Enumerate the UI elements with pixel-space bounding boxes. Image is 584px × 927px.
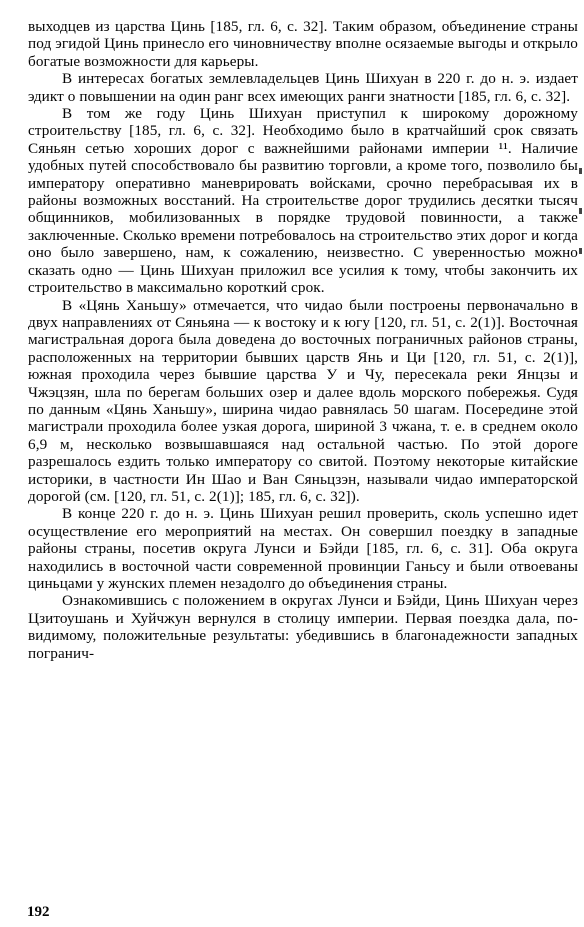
body-text [28, 18, 578, 662]
page-edge-mark [579, 168, 582, 278]
paragraph-3: В том же году Цинь Шихуан приступил к широкому дорожному строительству [185, гл. 6, с. 32]. Необходимо было в кратчайший срок связать Сяньян сетью хороших дорог с важнейшими районами империи ¹¹. Наличие удобных путей способствовало бы развитию торговли, а кроме того, позволило бы императору оперативно маневрировать войсками, срочно перебрасывая их в районы возможных восстаний. На строительстве дорог трудились десятки тысяч общинников, мобилизованных в порядке трудовой повинности, а также заключенные. Сколько времени потребовалось на строительство этих дорог и когда оно было завершено, нам, к сожалению, неизвестно. С уверенностью можно сказать одно — Цинь Шихуан приложил все усилия к тому, чтобы закончить их строительство в максимально короткий срок. [28, 105, 578, 297]
paragraph-4: В «Цянь Ханьшу» отмечается, что чидао были построены первоначально в двух направлениях от Сяньяна — к востоку и к югу [120, гл. 51, с. 2(1)]. Восточная магистральная дорога была доведена до восточных пограничных районов страны, расположенных на территории бывших царств Янь и Ци [120, гл. 51, с. 2(1)], южная проходила через бывшие царства У и Чу, пересекала реки Янцзы и Чжэцзян, шла по берегам больших озер и далее вдоль морского побережья. Судя по данным «Цянь Ханьшу», ширина чидао равнялась 50 шагам. Посередине этой магистрали проходила более узкая дорога, шириной 3 чжана, т. е. в среднем около 6,9 м, несколько возвышавшаяся над остальной частью. По этой дороге разрешалось ездить только императору со свитой. Поэтому некоторые китайские историки, в частности Ин Шао и Ван Сяньцзэн, называли чидао императорской дорогой (см. [120, гл. 51, с. 2(1)]; 185, гл. 6, с. 32]). [28, 296, 578, 505]
paragraph-5: В конце 220 г. до н. э. Цинь Шихуан решил проверить, сколь успешно идет осуществление его мероприятий на местах. Он совершил поездку в западные районы страны, посетив округа Лунси и Бэйди [185, гл. 6, с. 31]. Оба округа находились в восточной части современной провинции Ганьсу и были отвоеваны циньцами у жунских племен незадолго до объединения страны. [28, 505, 578, 592]
paragraph-1: выходцев из царства Цинь [185, гл. 6, с. 32]. Таким образом, объединение страны под эгидой Цинь принесло его чиновничеству вполне осязаемые выгоды и открыло богатые возможности для карьеры. [28, 18, 578, 70]
page-number: 192 [27, 904, 50, 920]
paragraph-6: Ознакомившись с положением в округах Лунси и Бэйди, Цинь Шихуан через Цзитоушань и Хуйчжун вернулся в столицу империи. Первая поездка дала, по-видимому, положительные результаты: убедившись в благонадежности западных погранич- [28, 592, 578, 662]
paragraph-2: В интересах богатых землевладельцев Цинь Шихуан в 220 г. до н. э. издает эдикт о повышении на один ранг всех имеющих ранги знатности [185, гл. 6, с. 32]. [28, 70, 578, 105]
